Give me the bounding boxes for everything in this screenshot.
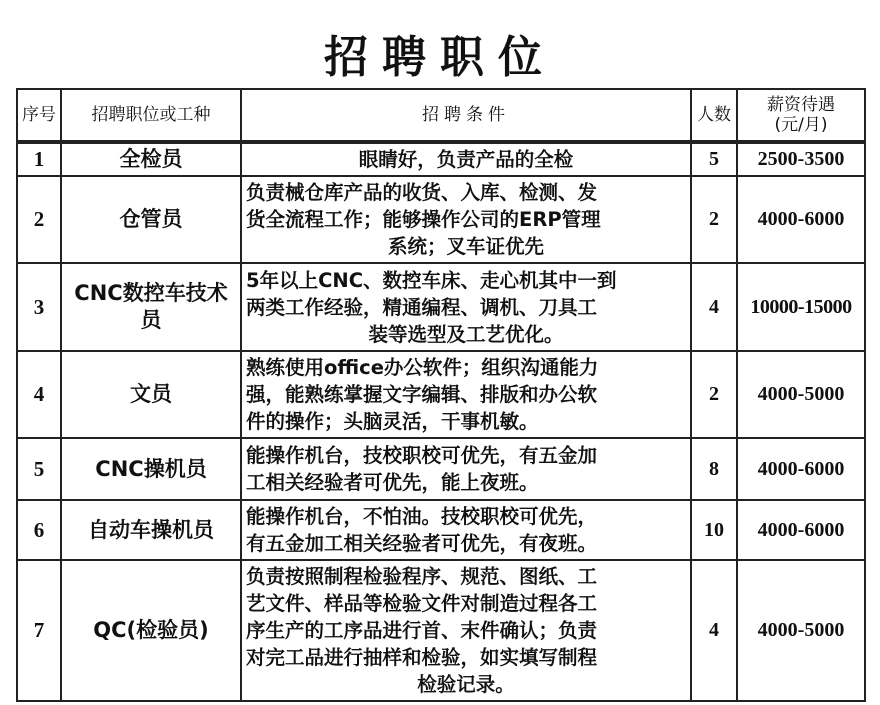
table-row [17, 142, 865, 176]
row-index: 6 [17, 500, 61, 560]
header-position: 招聘职位或工种 [61, 89, 241, 142]
table-row [17, 438, 865, 500]
row-count: 4 [691, 560, 737, 701]
row-count: 2 [691, 176, 737, 263]
header-salary [737, 89, 865, 142]
header-count: 人数 [691, 89, 737, 142]
row-count: 10 [691, 500, 737, 560]
row-conditions [241, 142, 691, 176]
row-index: 4 [17, 351, 61, 438]
row-index: 7 [17, 560, 61, 701]
row-position: CNC操机员 [61, 438, 241, 500]
header-salary-line1: 薪资待遇 [767, 95, 835, 115]
row-salary: 2500-3500 [737, 142, 865, 176]
row-count: 5 [691, 142, 737, 176]
row-salary: 4000-5000 [737, 351, 865, 438]
condition-line: 工相关经验者可优先，能上夜班。 [246, 471, 539, 494]
row-salary: 4000-5000 [737, 560, 865, 701]
header-index: 序号 [17, 89, 61, 142]
row-conditions [241, 560, 691, 701]
condition-line: 序生产的工序品进行首、末件确认；负责 [246, 619, 598, 642]
row-index: 5 [17, 438, 61, 500]
condition-line: 有五金加工相关经验者可优先，有夜班。 [246, 532, 598, 555]
condition-line: 检验记录。 [417, 673, 515, 696]
condition-line: 负责械仓库产品的收货、入库、检测、发 [246, 181, 598, 204]
row-salary: 4000-6000 [737, 176, 865, 263]
condition-line: 货全流程工作；能够操作公司的ERP管理 [246, 208, 601, 231]
condition-line: 强，能熟练掌握文字编辑、排版和办公软 [246, 383, 598, 406]
row-position: 仓管员 [61, 176, 241, 263]
row-index: 2 [17, 176, 61, 263]
row-position: CNC数控车技术员 [61, 263, 241, 351]
condition-line: 两类工作经验，精通编程、调机、刀具工 [246, 295, 598, 319]
condition-line: 5年以上CNC、数控车床、走心机其中一到 [246, 268, 617, 292]
condition-line: 负责按照制程检验程序、规范、图纸、工 [246, 565, 598, 588]
row-salary: 10000-15000 [737, 263, 865, 351]
row-conditions [241, 176, 691, 263]
condition-line: 艺文件、样品等检验文件对制造过程各工 [246, 592, 598, 615]
row-position: 全检员 [61, 142, 241, 176]
row-position: 文员 [61, 351, 241, 438]
condition-line: 件的操作；头脑灵活，干事机敏。 [246, 410, 539, 433]
row-count: 2 [691, 351, 737, 438]
condition-line: 系统；叉车证优先 [387, 235, 544, 258]
row-count: 4 [691, 263, 737, 351]
condition-line: 装等选型及工艺优化。 [368, 322, 564, 346]
table-row [17, 263, 865, 351]
page-title: 招聘职位 [324, 32, 556, 83]
table-row [17, 560, 865, 701]
table-row [17, 176, 865, 263]
header-salary-line2: (元/月) [774, 115, 828, 135]
condition-line: 能操作机台，技校职校可优先，有五金加 [246, 444, 598, 467]
condition-line: 眼睛好，负责产品的全检 [358, 148, 574, 171]
row-conditions [241, 263, 691, 351]
condition-line: 能操作机台，不怕油。技校职校可优先， [246, 505, 598, 528]
row-position: 自动车操机员 [61, 500, 241, 560]
row-salary: 4000-6000 [737, 500, 865, 560]
header-conditions: 招聘条件 [241, 89, 691, 142]
table-header-row [17, 89, 865, 142]
row-index: 3 [17, 263, 61, 351]
row-count: 8 [691, 438, 737, 500]
job-table [16, 88, 866, 702]
table-row [17, 500, 865, 560]
row-position: QC(检验员) [61, 560, 241, 701]
row-salary: 4000-6000 [737, 438, 865, 500]
condition-line: 熟练使用office办公软件；组织沟通能力 [246, 356, 599, 379]
row-index: 1 [17, 142, 61, 176]
row-conditions [241, 500, 691, 560]
row-conditions [241, 351, 691, 438]
condition-line: 对完工品进行抽样和检验，如实填写制程 [246, 646, 598, 669]
row-conditions [241, 438, 691, 500]
table-row [17, 351, 865, 438]
